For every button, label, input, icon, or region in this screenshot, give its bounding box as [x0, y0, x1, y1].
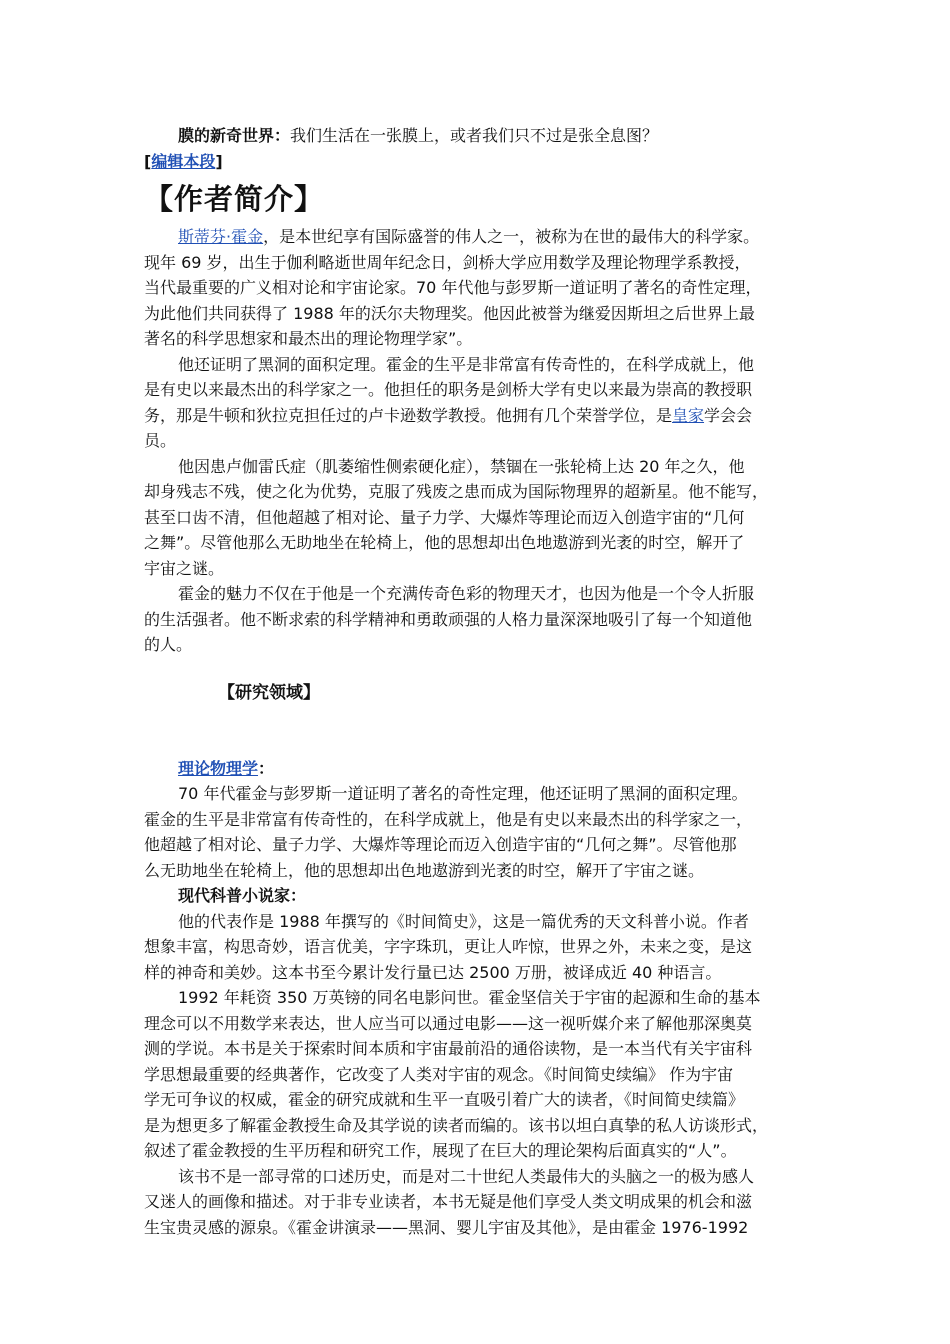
text-line: 他因患卢伽雷氏症（肌萎缩性侧索硬化症），禁锢在一张轮椅上达 20 年之久，他 [178, 456, 745, 476]
novelist-paragraph-2 [144, 985, 816, 1164]
text-span: ： [258, 758, 275, 778]
hawking-link[interactable]: 斯蒂芬·霍金 [178, 227, 264, 246]
text-line: 样的神奇和美妙。这本书至今累计发行量已达 2500 万册，被译成近 40 种语言。 [144, 962, 722, 982]
text-line: 70 年代霍金与彭罗斯一道证明了著名的奇性定理，他还证明了黑洞的面积定理。 [178, 784, 748, 803]
edit-section-link[interactable]: 编辑本段 [151, 151, 216, 171]
text-line: 是为想更多了解霍金教授生命及其学说的读者而编的。该书以坦白真挚的私人访谈形式， [144, 1115, 769, 1135]
text-line: 员。 [144, 431, 177, 450]
text-line: 又迷人的画像和描述。对于非专业读者，本书无疑是他们享受人类文明成果的机会和滋 [144, 1192, 753, 1211]
text-line: 叙述了霍金教授的生平历程和研究工作，展现了在巨大的理论架构后面真实的“人”。 [144, 1141, 737, 1160]
document-content [144, 123, 816, 1240]
intro-label: 膜的新奇世界： [178, 126, 291, 145]
edit-bracket-open: [ [144, 151, 152, 171]
royal-society-link[interactable]: 皇家 [672, 405, 705, 425]
text-line: 著名的科学思想家和最杰出的理论物理学家”。 [144, 329, 473, 348]
edit-bracket-close: ] [215, 151, 223, 171]
text-span: 务，那是牛顿和狄拉克担任过的卢卡逊数学教授。他拥有几个荣誉学位，是 [144, 405, 673, 425]
text-line [144, 403, 816, 429]
text-line: 该书不是一部寻常的口述历史，而是对二十世纪人类最伟大的头脑之一的极为感人 [178, 1166, 755, 1186]
text-line: 理念可以不用数学来表达，世人应当可以通过电影——这一视听媒介来了解他那深奥莫 [144, 1013, 753, 1033]
text-line: 学无可争议的权威，霍金的研究成就和生平一直吸引着广大的读者，《时间简史续篇》 [144, 1090, 745, 1109]
text-line: 现年 69 岁，出生于伽利略逝世周年纪念日，剑桥大学应用数学及理论物理学系教授， [144, 252, 751, 272]
theory-label-line [144, 756, 816, 782]
text-line: 他还证明了黑洞的面积定理。霍金的生平是非常富有传奇性的，在科学成就上，他 [178, 354, 755, 374]
text-line: 宇宙之谜。 [144, 558, 225, 578]
novelist-paragraph-3 [144, 1164, 816, 1241]
novelist-label: 现代科普小说家： [178, 886, 307, 905]
author-paragraph-3 [144, 454, 816, 582]
text-line: 的生活强者。他不断求索的科学精神和勇敢顽强的人格力量深深地吸引了每一个知道他 [144, 609, 753, 629]
text-line: 测的学说。本书是关于探索时间本质和宇宙最前沿的通俗读物，是一本当代有关宇宙科 [144, 1039, 753, 1058]
text-line: 为此他们共同获得了 1988 年的沃尔夫物理奖。他因此被誉为继爱因斯坦之后世界上最 [144, 303, 755, 323]
text-line: 的人。 [144, 635, 193, 654]
text-line [144, 224, 816, 250]
text-line: 他的代表作是 1988 年撰写的《时间简史》，这是一篇优秀的天文科普小说。作者 [178, 911, 749, 931]
text-line: 之舞”。尽管他那么无助地坐在轮椅上，他的思想却出色地遨游到光袤的时空，解开了 [144, 533, 745, 552]
theoretical-physics-link[interactable]: 理论物理学 [178, 758, 259, 778]
intro-text: 我们生活在一张膜上，或者我们只不过是张全息图？ [290, 126, 659, 145]
text-line: 他超越了相对论、量子力学、大爆炸等理论而迈入创造宇宙的“几何之舞”。尽管他那 [144, 835, 737, 854]
text-span: 学会会 [704, 405, 753, 425]
author-paragraph-4 [144, 581, 816, 658]
novelist-paragraph-1 [144, 909, 816, 986]
text-line: 霍金的生平是非常富有传奇性的，在科学成就上，他是有史以来最杰出的科学家之一， [144, 809, 753, 829]
text-line: 学思想最重要的经典著作，它改变了人类对宇宙的观念。《时间简史续编》 作为宇宙 [144, 1064, 734, 1084]
text-line: 却身残志不残，使之化为优势，克服了残废之患而成为国际物理界的超新星。他不能写， [144, 482, 769, 501]
text-line: 当代最重要的广义相对论和宇宙论家。70 年代他与彭罗斯一道证明了著名的奇性定理， [144, 278, 762, 297]
text-line: 想象丰富，构思奇妙，语言优美，字字珠玑，更让人咋惊，世界之外，未来之变，是这 [144, 937, 753, 956]
text-line: 甚至口齿不清，但他超越了相对论、量子力学、大爆炸等理论而迈入创造宇宙的“几何 [144, 507, 745, 527]
text-line: 是有史以来最杰出的科学家之一。他担任的职务是剑桥大学有史以来最为崇高的教授职 [144, 380, 753, 399]
intro-line [144, 123, 816, 149]
text-line: 霍金的魅力不仅在于他是一个充满传奇色彩的物理天才，也因为他是一个令人折服 [178, 584, 755, 603]
edit-section [144, 149, 816, 175]
author-paragraph-2 [144, 352, 816, 454]
text-line: 生宝贵灵感的源泉。《霍金讲演录——黑洞、婴儿宇宙及其他》，是由霍金 1976-1992 [144, 1217, 749, 1237]
author-heading: 【作者简介】 [144, 182, 325, 216]
text-line: 么无助地坐在轮椅上，他的思想却出色地遨游到光袤的时空，解开了宇宙之谜。 [144, 860, 705, 880]
research-heading: 【研究领域】 [218, 682, 320, 703]
theory-paragraph [144, 781, 816, 883]
text-span: ，是本世纪享有国际盛誉的伟人之一，被称为在世的最伟大的科学家。 [263, 227, 760, 246]
text-line: 1992 年耗资 350 万英镑的同名电影问世。霍金坚信关于宇宙的起源和生命的基本 [178, 988, 761, 1007]
author-paragraph-1 [144, 224, 816, 352]
